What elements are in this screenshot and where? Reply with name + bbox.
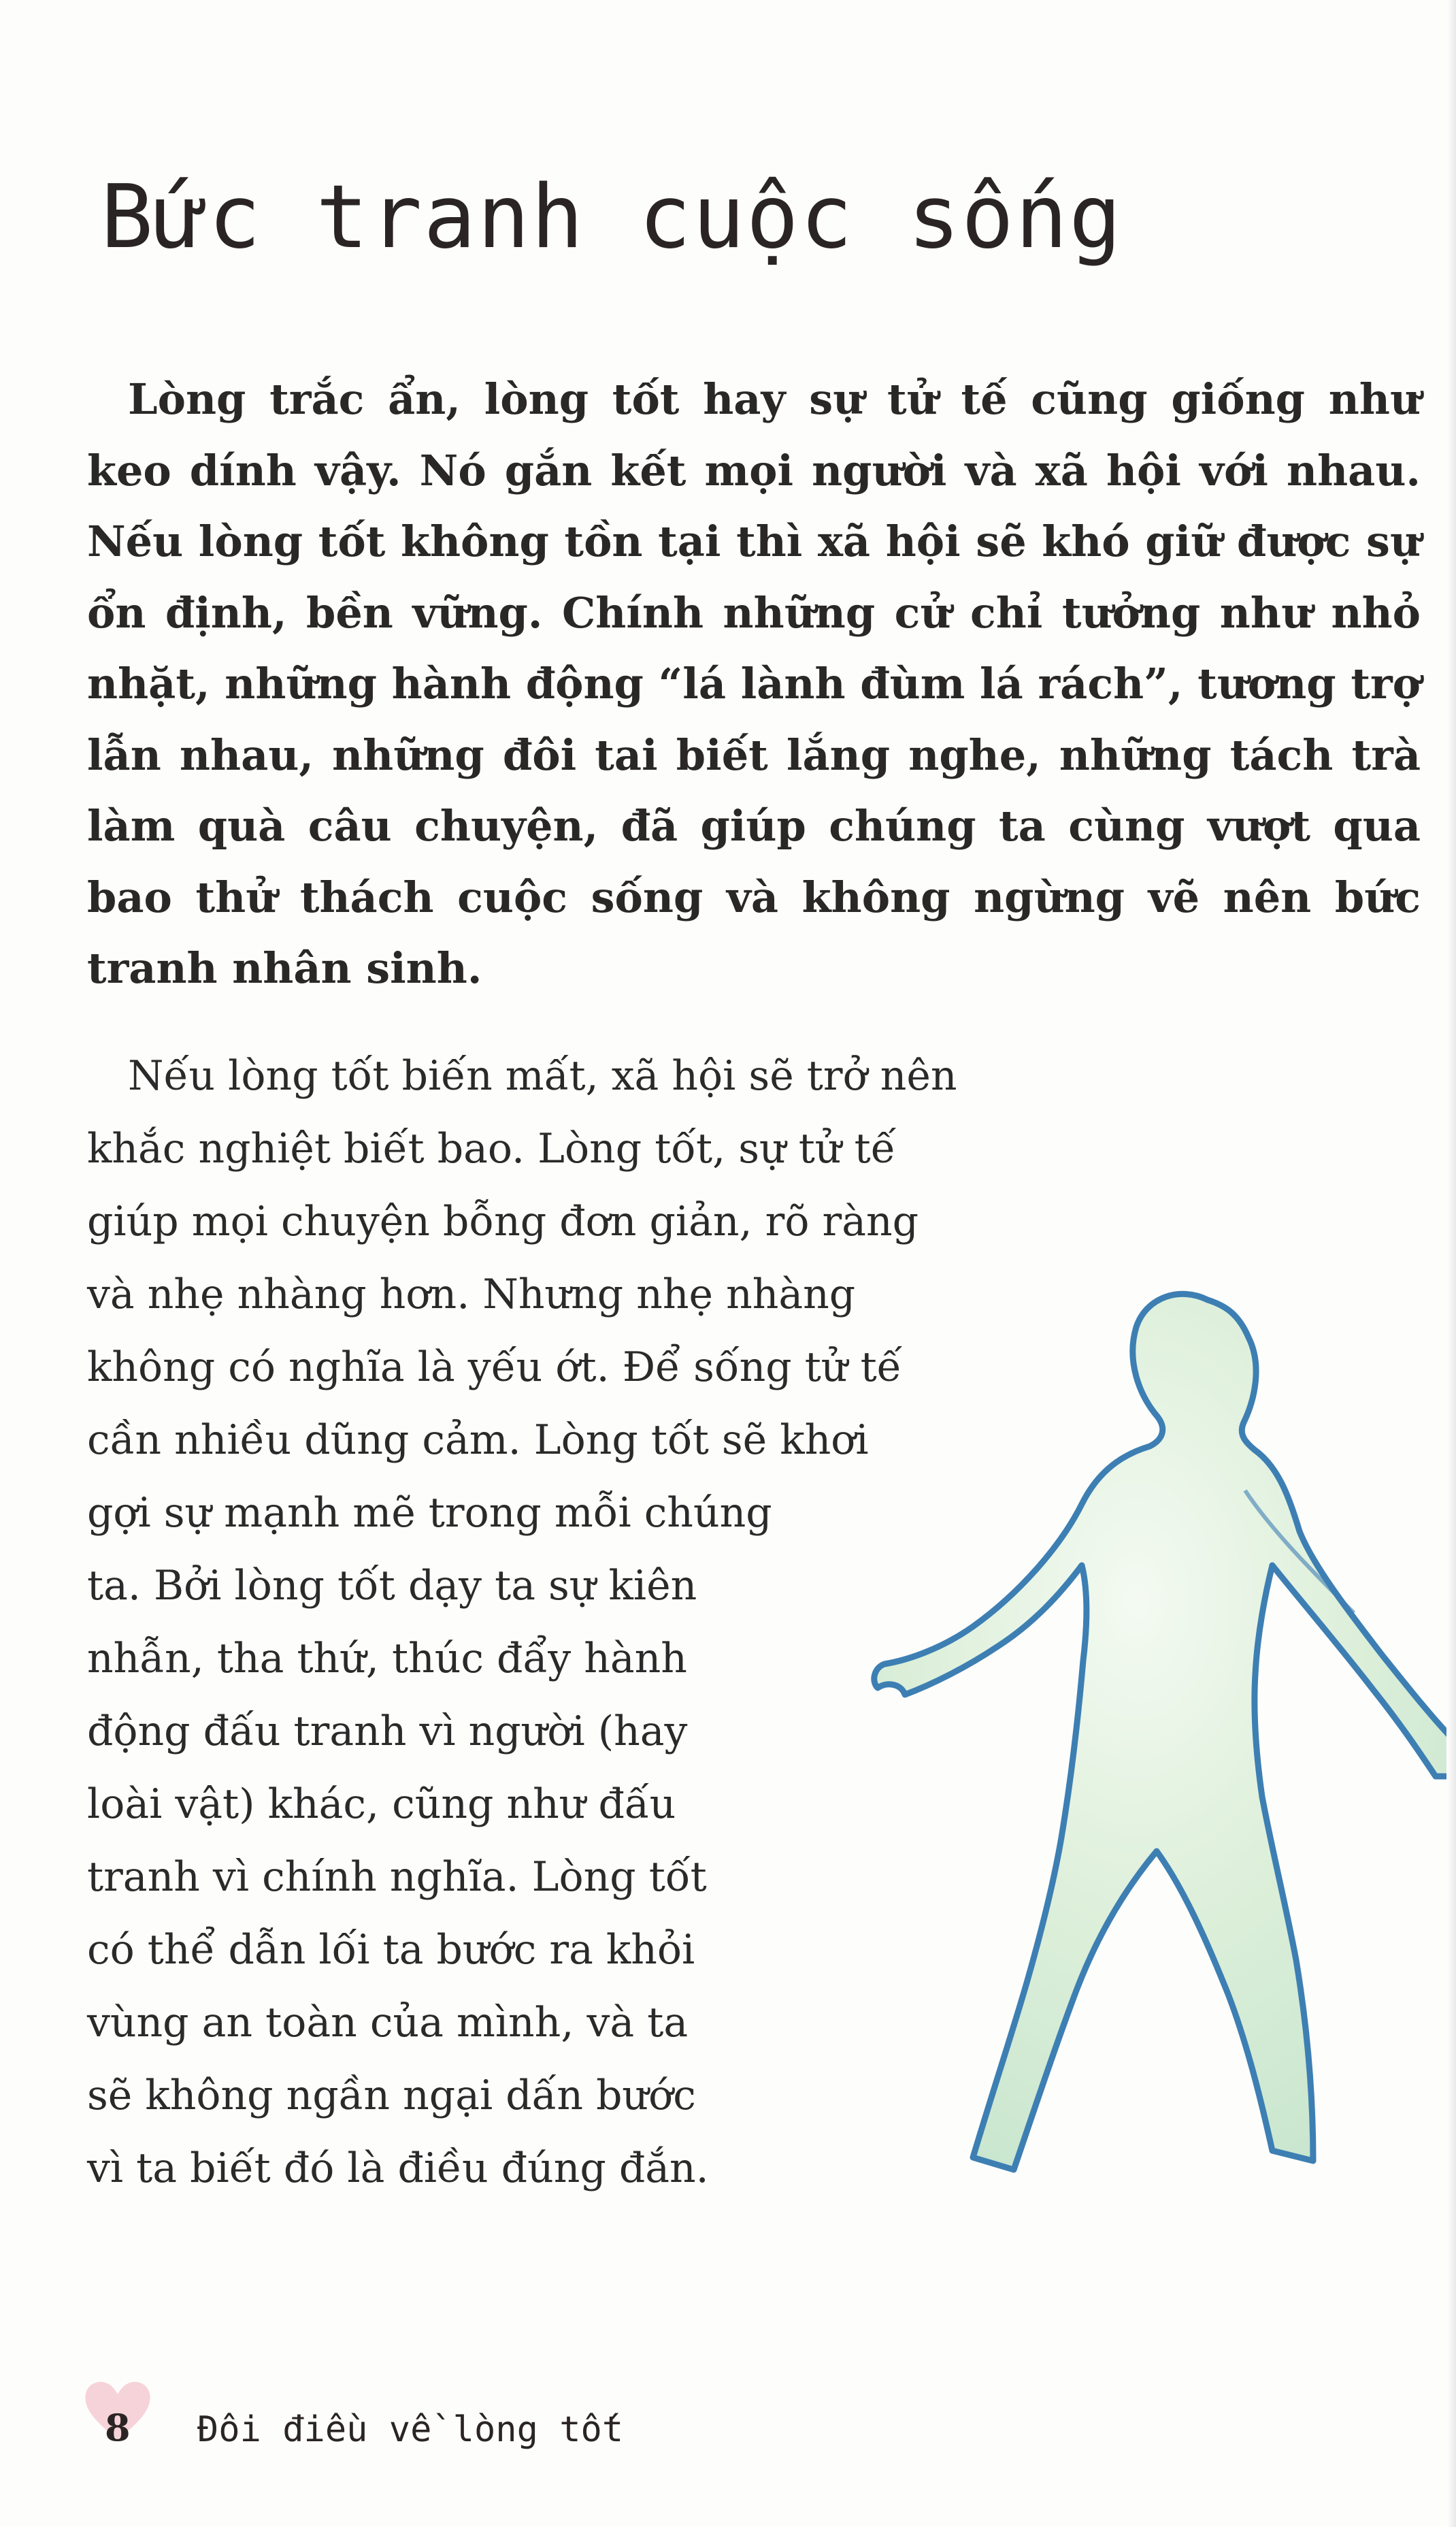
intro-paragraph: Lòng trắc ẩn, lòng tốt hay sự tử tế cũng giống như keo dính vậy. Nó gắn kết mọi người và xã hội với nhau. Nếu lòng tốt không tồn tại thì xã hội sẽ khó giữ được sự ổn định, bền vững. Chính những cử chỉ tưởng như nhỏ nhặt, những hành động “lá lành đùm lá rách”, tương trợ lẫn nhau, những đôi tai biết lắng nghe, những tách trà làm quà câu chuyện, đã giúp chúng ta cùng vượt qua bao thử thách cuộc sống và không ngừng vẽ nên bức tranh nhân sinh.	[87, 374, 1421, 993]
page-title: Bức tranh cuộc sống	[101, 167, 1123, 268]
page-number: 8	[105, 2406, 131, 2449]
body-paragraph: Nếu lòng tốt biến mất, xã hội sẽ trở nên khắc nghiệt biết bao. Lòng tốt, sự tử tế giúp mọi chuyện bỗng đơn giản, rõ ràng và nhẹ nhàng hơn. Nhưng nhẹ nhàng không có nghĩa là yếu ớt. Để sống tử tế cần nhiều dũng cảm. Lòng tốt sẽ khơi gợi sự mạnh mẽ trong mỗi chúng ta. Bởi lòng tốt dạy ta sự kiên nhẫn, tha thứ, thúc đẩy hành động đấu tranh vì người (hay loài vật) khác, cũng như đấu tranh vì chính nghĩa. Lòng tốt có thể dẫn lối ta bước ra khỏi vùng an toàn của mình, và ta sẽ không ngần ngại dấn bước vì ta biết đó là điều đúng đắn.	[87, 1052, 957, 2192]
figure-body-outline	[874, 1294, 1456, 2170]
human-figure-illustration	[837, 1273, 1456, 2212]
running-title: Đôi điều về lòng tốt	[197, 2409, 624, 2450]
page-edge	[1446, 0, 1456, 2527]
